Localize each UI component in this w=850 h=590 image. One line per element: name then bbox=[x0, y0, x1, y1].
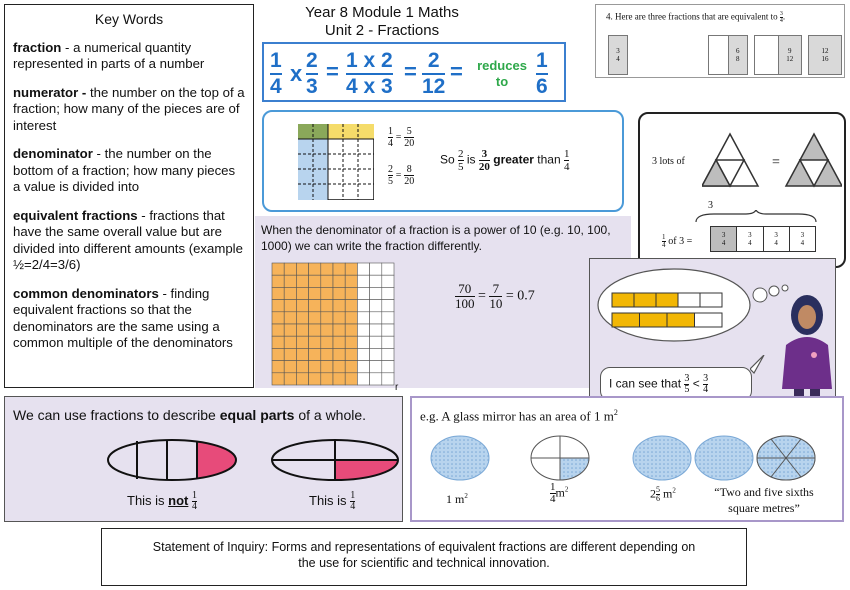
grid-cell bbox=[284, 361, 296, 373]
grid-cell bbox=[284, 336, 296, 348]
grid-cell bbox=[357, 300, 369, 312]
triangle-equals: = bbox=[772, 155, 780, 170]
grid-cell bbox=[309, 324, 321, 336]
strip-twelfths bbox=[754, 35, 802, 75]
title-line-2: Unit 2 - Fractions bbox=[324, 22, 440, 39]
grid-cell bbox=[370, 263, 382, 275]
eq-frac-1: 1 4 bbox=[270, 49, 282, 98]
grid-cell bbox=[284, 312, 296, 324]
grid-cell bbox=[370, 373, 382, 385]
eq-frac-result: 1 6 bbox=[536, 49, 548, 98]
grid-cell bbox=[296, 324, 308, 336]
grid-cell bbox=[333, 263, 345, 275]
speech-pointer bbox=[750, 355, 766, 375]
quarter-of-three-label: $\frac{1}{4}$ of 3 = bbox=[662, 233, 693, 249]
oval-unequal-parts bbox=[105, 437, 239, 483]
grid-cell bbox=[321, 275, 333, 287]
equal-parts-heading: We can use fractions to describe equal parts of a whole. bbox=[13, 407, 367, 423]
grid-cell bbox=[284, 300, 296, 312]
grid-cell bbox=[272, 348, 284, 360]
grid-cell bbox=[284, 324, 296, 336]
oval-equal-parts bbox=[269, 437, 401, 483]
triangle-diagrams bbox=[702, 132, 842, 190]
mirror-circles bbox=[430, 434, 842, 482]
quarter-cell-4: 3 4 bbox=[800, 231, 805, 247]
mirror-label-1: 1 $m^2$ bbox=[446, 492, 468, 506]
grid-cell bbox=[272, 373, 284, 385]
grid-cell bbox=[382, 300, 394, 312]
reduces-to-label: reduces to bbox=[477, 58, 527, 89]
key-words-title: Key Words bbox=[94, 11, 164, 27]
thought-bubble bbox=[594, 263, 794, 343]
grid-cell bbox=[309, 287, 321, 299]
eq-frac-3: 1 x 2 4 x 3 bbox=[346, 49, 393, 98]
grid-cell bbox=[357, 275, 369, 287]
kw-entry-common-denominators: common denominators - finding equivalent fractions so that the denominators are the same using a common multiple of the denominators bbox=[13, 285, 233, 350]
grid-cell bbox=[345, 336, 357, 348]
quarter-cell-1: 3 4 bbox=[721, 231, 726, 247]
grid-cell bbox=[333, 287, 345, 299]
grid-cell bbox=[370, 287, 382, 299]
grid-cell bbox=[284, 263, 296, 275]
grid-cell bbox=[345, 348, 357, 360]
grid-cell bbox=[284, 275, 296, 287]
power-of-ten-panel bbox=[255, 216, 631, 393]
grid-cell bbox=[345, 312, 357, 324]
equal-parts-panel bbox=[4, 396, 403, 522]
grid-cell bbox=[357, 336, 369, 348]
grid-cell bbox=[272, 361, 284, 373]
grid-cell bbox=[333, 275, 345, 287]
compare-grid bbox=[298, 124, 374, 200]
grid-cell bbox=[333, 373, 345, 385]
grid-cell bbox=[345, 287, 357, 299]
kw-entry-equivalent: equivalent fractions - fractions that have the same overall value but are divided into different amounts (example ½=2/4=3/6) bbox=[13, 207, 243, 272]
title-line-1: Year 8 Module 1 Maths bbox=[305, 4, 459, 21]
eq-frac-2: 2 3 bbox=[306, 49, 318, 98]
hundred-grid bbox=[271, 262, 395, 386]
grid-cell bbox=[272, 312, 284, 324]
kw-entry-fraction: fraction - a numerical quantity represented in parts of a number bbox=[13, 39, 205, 71]
grid-cell bbox=[296, 275, 308, 287]
strip-label-1: 3 4 bbox=[616, 47, 620, 63]
grid-cell bbox=[321, 324, 333, 336]
grid-cell bbox=[345, 324, 357, 336]
key-words-panel bbox=[4, 4, 254, 388]
power-of-ten-text: When the denominator of a fraction is a power of 10 (e.g. 10, 100, 1000) we can write the fraction differently. bbox=[261, 223, 611, 253]
strip-sixteenths bbox=[808, 35, 842, 75]
grid-cell bbox=[333, 324, 345, 336]
grid-cell bbox=[370, 324, 382, 336]
eq-equals-3: = bbox=[450, 59, 463, 84]
thinking-girl-panel bbox=[589, 258, 836, 404]
grid-cell bbox=[345, 263, 357, 275]
strip-label-3: 9 12 bbox=[786, 47, 794, 63]
quarter-cell-3: 3 4 bbox=[774, 231, 778, 247]
grid-cell bbox=[284, 287, 296, 299]
grid-cell bbox=[321, 300, 333, 312]
compare-fractions-panel bbox=[262, 110, 624, 212]
grid-cell bbox=[321, 348, 333, 360]
grid-cell bbox=[309, 348, 321, 360]
grid-cell bbox=[357, 361, 369, 373]
page-title bbox=[262, 4, 502, 40]
not-quarter-label: This is not $\frac{1}{4}$ bbox=[127, 490, 198, 512]
grid-cell bbox=[296, 287, 308, 299]
grid-cell bbox=[357, 263, 369, 275]
grid-cell bbox=[333, 361, 345, 373]
grid-cell bbox=[345, 275, 357, 287]
is-quarter-label: This is $\frac{1}{4}$ bbox=[309, 490, 356, 512]
grid-cell bbox=[309, 275, 321, 287]
grid-cell bbox=[357, 287, 369, 299]
strip-label-2: 6 8 bbox=[736, 47, 740, 63]
grid-cell bbox=[333, 312, 345, 324]
glass-mirror-panel bbox=[410, 396, 844, 522]
grid-cell bbox=[321, 287, 333, 299]
grid-cell bbox=[309, 300, 321, 312]
grid-cell bbox=[357, 348, 369, 360]
grid-cell bbox=[296, 300, 308, 312]
grid-cell bbox=[272, 324, 284, 336]
grid-cell bbox=[296, 263, 308, 275]
grid-cell bbox=[309, 373, 321, 385]
grid-cell bbox=[370, 336, 382, 348]
stray-r-text: r bbox=[395, 382, 399, 393]
grid-cell bbox=[321, 336, 333, 348]
grid-cell bbox=[382, 263, 394, 275]
grid-cell bbox=[382, 373, 394, 385]
grid-cell bbox=[370, 312, 382, 324]
grid-cell bbox=[382, 312, 394, 324]
grid-cell bbox=[382, 324, 394, 336]
grid-cell bbox=[284, 348, 296, 360]
quarters-bar bbox=[710, 226, 816, 252]
eq-equals-2: = bbox=[404, 59, 417, 84]
statement-line-1: Statement of Inquiry: Forms and representations of equivalent fractions are different depending on bbox=[152, 540, 696, 554]
grid-cell bbox=[382, 336, 394, 348]
strip-eighths bbox=[708, 35, 748, 75]
mirror-intro-text: e.g. A glass mirror has an area of 1 $m^2$ bbox=[420, 408, 618, 424]
girl-figure-icon bbox=[780, 289, 834, 403]
grid-cell bbox=[296, 348, 308, 360]
grid-cell bbox=[357, 324, 369, 336]
grid-cell bbox=[333, 348, 345, 360]
eq-frac-4: 2 12 bbox=[422, 49, 446, 98]
grid-cell bbox=[272, 336, 284, 348]
grid-cell bbox=[309, 336, 321, 348]
strip-label-4: 12 16 bbox=[821, 47, 829, 63]
triangles-panel bbox=[638, 112, 846, 268]
grid-cell bbox=[345, 300, 357, 312]
grid-cell bbox=[321, 361, 333, 373]
multiplication-equation bbox=[262, 42, 566, 102]
grid-cell bbox=[370, 300, 382, 312]
grid-cell bbox=[284, 373, 296, 385]
grid-cell bbox=[370, 348, 382, 360]
grid-cell bbox=[333, 336, 345, 348]
grid-cell bbox=[272, 263, 284, 275]
brace-icon bbox=[694, 210, 818, 224]
brace-label-three: 3 bbox=[708, 200, 713, 211]
grid-cell bbox=[309, 361, 321, 373]
equivalent-fractions-question bbox=[595, 4, 845, 78]
grid-cell bbox=[382, 287, 394, 299]
mirror-label-mixed: 2 $\frac{5}{6}$ $m^2$ bbox=[650, 485, 676, 503]
grid-cell bbox=[272, 300, 284, 312]
grid-cell bbox=[309, 263, 321, 275]
grid-cell bbox=[321, 263, 333, 275]
grid-cell bbox=[296, 373, 308, 385]
eq-equals-1: = bbox=[326, 59, 339, 84]
grid-cell bbox=[272, 275, 284, 287]
grid-cell bbox=[321, 312, 333, 324]
mirror-label-quarter: $\frac{1}{4}$ $m^2$ bbox=[550, 481, 569, 505]
grid-cell bbox=[309, 312, 321, 324]
kw-entry-numerator: numerator - the number on the top of a fraction; how many of the pieces are of interest bbox=[13, 84, 245, 133]
grid-cell bbox=[296, 336, 308, 348]
statement-line-2: the use for scientific and technical innovation. bbox=[298, 556, 550, 570]
grid-cell bbox=[382, 361, 394, 373]
kw-entry-denominator: denominator - the number on the bottom of a fraction; how many pieces a value is divided into bbox=[13, 146, 236, 194]
mirror-quote: “Two and five sixths square metres” bbox=[714, 485, 814, 515]
eq-times: x bbox=[290, 61, 303, 86]
grid-cell bbox=[357, 312, 369, 324]
compare-conclusion: So $\frac{2}{5}$ is $\frac{3}{20}$ greater than $\frac{1}{4}$ bbox=[440, 148, 570, 173]
compare-eq-a: $\frac{1}{4}$ = $\frac{5}{20}$ bbox=[388, 126, 415, 149]
decimal-equation: $\frac{70}{100}$ = $\frac{7}{10}$ = 0.7 bbox=[455, 281, 535, 311]
grid-cell bbox=[382, 348, 394, 360]
three-lots-label: 3 lots of bbox=[652, 156, 685, 167]
statement-of-inquiry bbox=[101, 528, 747, 586]
grid-cell bbox=[296, 312, 308, 324]
grid-cell bbox=[345, 361, 357, 373]
compare-eq-b: $\frac{2}{5}$ = $\frac{8}{20}$ bbox=[388, 164, 415, 187]
grid-cell bbox=[296, 361, 308, 373]
quarter-cell-2: 3 4 bbox=[748, 231, 752, 247]
strip-quarters bbox=[608, 35, 628, 75]
grid-cell bbox=[370, 275, 382, 287]
speech-bubble: I can see that $\frac{3}{5}$ < $\frac{3}{4}$ bbox=[600, 367, 752, 401]
grid-cell bbox=[357, 373, 369, 385]
grid-cell bbox=[321, 373, 333, 385]
equivalent-question-text: 4. Here are three fractions that are equivalent to $\frac{3}{4}$ . bbox=[606, 11, 786, 24]
grid-cell bbox=[370, 361, 382, 373]
grid-cell bbox=[272, 287, 284, 299]
grid-cell bbox=[382, 275, 394, 287]
grid-cell bbox=[333, 300, 345, 312]
grid-cell bbox=[345, 373, 357, 385]
